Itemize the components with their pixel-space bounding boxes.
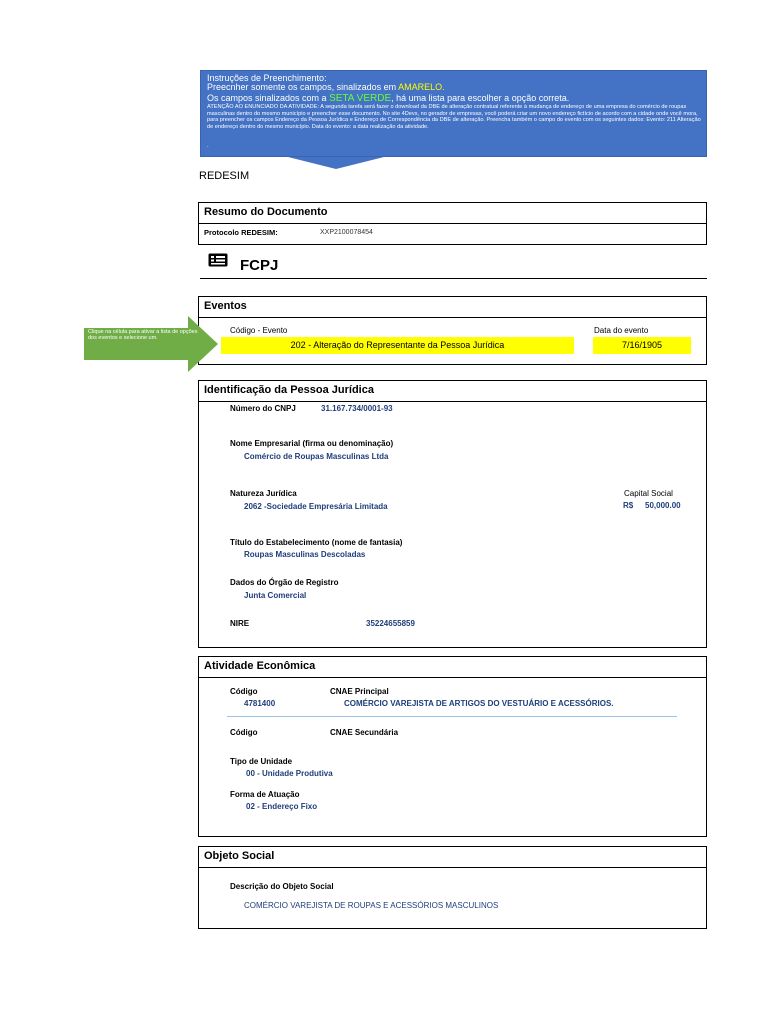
orgao-label: Dados do Órgão de Registro: [230, 578, 339, 587]
atividade-section: [198, 656, 707, 837]
capital-label: Capital Social: [624, 489, 673, 498]
nome-empresarial-value[interactable]: Comércio de Roupas Masculinas Ltda: [244, 452, 389, 461]
cnae-secundaria-label: CNAE Secundária: [330, 728, 399, 737]
codigo2-label: Código: [230, 728, 258, 737]
instructions-dot: .: [207, 143, 209, 149]
orgao-value[interactable]: Junta Comercial: [244, 591, 307, 600]
tipo-unidade-value[interactable]: 00 - Unidade Produtiva: [246, 769, 333, 778]
codigo-evento-field[interactable]: 202 - Alteração do Representante da Pessoa Jurídica: [221, 337, 574, 354]
data-evento-label: Data do evento: [594, 326, 649, 335]
instructions-attention: ATENÇÃO AO ENUNCIADO DA ATIVIDADE: A segunda tarefa será fazer o download da DBE de alteração contratual referente à mudança de endereço de uma empresa do comércio de roupas masculinas dentro do mesmo município e preencher esse documento. No site 4Devs, no gerador de empresas, você poderá criar um novo endereço fictício de acordo com a cidade onde você mora, para preencher os campos Endereço da Pessoa Jurídica e Endereço de Correspondência da DBE de alteração. Preencha também o campo do evento com os seguintes dados: Evento: 211 Alteração de endereço dentro do mesmo município. Data do evento: a data realização da atividade.: [207, 104, 701, 130]
resumo-section: [198, 202, 707, 245]
protocolo-value: XXP2100078454: [320, 229, 373, 236]
instructions-line3-text: Os campos sinalizados com a: [207, 93, 330, 103]
natureza-label: Natureza Jurídica: [230, 489, 297, 498]
instructions-line2-text: Preecnher somente os campos, sinalizados em: [207, 82, 399, 92]
instructions-line3: [207, 93, 569, 104]
cnpj-value[interactable]: 31.167.734/0001-93: [321, 404, 393, 413]
instructions-line3-suffix: , há uma lista para escolher a opção correta.: [391, 93, 570, 103]
identificacao-section: [198, 380, 707, 648]
hint-text: Clique na célula para ativar a lista de opções dos eventos e selecione um.: [88, 329, 198, 342]
descricao-label: Descrição do Objeto Social: [230, 882, 334, 891]
divider: [199, 867, 706, 868]
tipo-unidade-label: Tipo de Unidade: [230, 757, 293, 766]
identificacao-title: Identificação da Pessoa Jurídica: [204, 384, 374, 396]
green-arrow-icon: [84, 316, 218, 372]
codigo-value[interactable]: 4781400: [244, 699, 276, 708]
cnae-principal-label: CNAE Principal: [330, 687, 389, 696]
atividade-title: Atividade Econômica: [204, 660, 316, 672]
data-evento-field[interactable]: 7/16/1905: [593, 337, 691, 354]
callout-pointer: [288, 157, 384, 169]
resumo-title: Resumo do Documento: [204, 206, 328, 218]
divider: [199, 677, 706, 678]
divider: [199, 401, 706, 402]
objeto-title: Objeto Social: [204, 850, 275, 862]
forma-atuacao-value[interactable]: 02 - Endereço Fixo: [246, 802, 318, 811]
eventos-section: [198, 296, 707, 365]
natureza-value[interactable]: 2062 -Sociedade Empresária Limitada: [244, 502, 388, 511]
titulo-value[interactable]: Roupas Masculinas Descoladas: [244, 550, 366, 559]
instructions-green-word: SETA VERDE: [329, 93, 392, 104]
nire-label: NIRE: [230, 619, 250, 628]
nire-value[interactable]: 35224655859: [366, 619, 415, 628]
cnpj-label: Número do CNPJ: [230, 404, 296, 413]
fcpj-title: FCPJ: [240, 257, 279, 274]
descricao-value[interactable]: COMÉRCIO VAREJISTA DE ROUPAS E ACESSÓRIOS MASCULINOS: [244, 901, 499, 910]
capital-value[interactable]: 50,000.00: [645, 501, 681, 510]
instructions-line2: [207, 82, 445, 92]
fcpj-divider: [200, 278, 707, 279]
cnae-principal-value[interactable]: COMÉRCIO VAREJISTA DE ARTIGOS DO VESTUÁRIO E ACESSÓRIOS.: [344, 699, 614, 708]
forma-atuacao-label: Forma de Atuação: [230, 790, 300, 799]
document-list-icon: [208, 253, 228, 267]
instructions-title: Instruções de Preenchimento:: [207, 73, 327, 83]
titulo-label: Título do Estabelecimento (nome de fantasia): [230, 538, 403, 547]
capital-currency: R$: [623, 501, 634, 510]
divider: [199, 317, 706, 318]
divider: [199, 223, 706, 224]
protocolo-label: Protocolo REDESIM:: [204, 228, 278, 237]
codigo-evento-label: Código - Evento: [230, 326, 288, 335]
instructions-yellow-word: AMARELO.: [398, 82, 445, 92]
codigo-label: Código: [230, 687, 258, 696]
redesim-label: REDESIM: [199, 170, 250, 182]
eventos-title: Eventos: [204, 300, 247, 312]
divider: [227, 716, 677, 717]
nome-empresarial-label: Nome Empresarial (firma ou denominação): [230, 439, 394, 448]
objeto-section: [198, 846, 707, 929]
instructions-callout: [200, 70, 707, 157]
